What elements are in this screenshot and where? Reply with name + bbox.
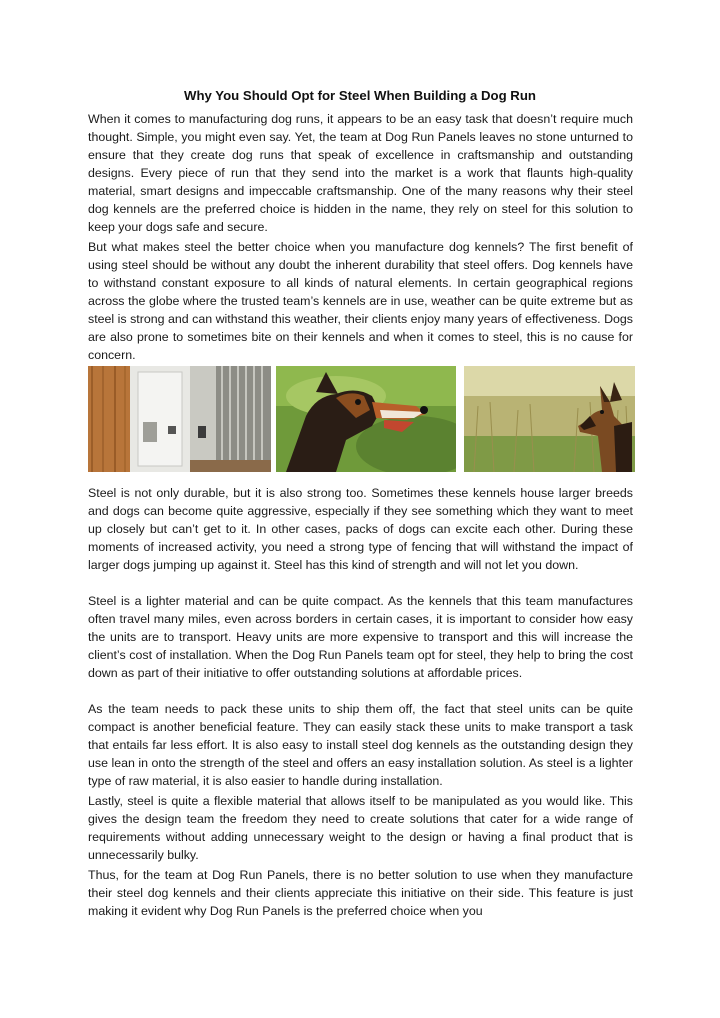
barking-dog-photo <box>276 366 456 472</box>
paragraph-compact: As the team needs to pack these units to ship them off, the fact that steel units can be quite compact is another beneficial feature. They can easily stack these units to make transport a task that entails far less effort. It is also easy to install steel dog kennels as the outstanding design they use lean in onto the strength of the steel and offers an easy installation solution. As steel is a lighter type of raw material, it is also easier to handle during installation. <box>88 702 633 788</box>
document-title: Why You Should Opt for Steel When Building a Dog Run <box>184 88 536 103</box>
paragraph-flexible: Lastly, steel is quite a flexible material that allows itself to be manipulated as you would like. This gives the design team the freedom they need to create solutions that cater for a wide range of requirements without adding unnecessary weight to the design or having a final product that is unnecessarily bulky. <box>88 794 633 862</box>
kennel-panel-photo <box>88 366 271 472</box>
paragraph-conclusion: Thus, for the team at Dog Run Panels, there is no better solution to use when they manufacture their steel dog kennels and their clients appreciate this initiative on their side. This feature is just making it evident why Dog Run Panels is the preferred choice when you <box>88 868 633 918</box>
paragraph-lightweight: Steel is a lighter material and can be quite compact. As the kennels that this team manufactures often travel many miles, even across borders in certain cases, it is important to consider how easy the units are to transport. Heavy units are more expensive to transport and this will increase the client’s cost of installation. When the Dog Run Panels team opt for steel, they help to bring the cost down as part of their initiative to offer outstanding solutions at affordable prices. <box>88 594 633 680</box>
paragraph-durability: But what makes steel the better choice when you manufacture dog kennels? The first benefit of using steel should be without any doubt the inherent durability that steel offers. Dog kennels have to withstand constant exposure to all kinds of natural elements. In certain geographical regions across the globe where the trusted team’s kennels are in use, weather can be quite extreme but as steel is strong and can withstand this weather, their clients enjoy many years of effectiveness. Dogs are also prone to sometimes bite on their kennels and when it comes to steel, this is no cause for concern. <box>88 240 633 362</box>
paragraph-intro: When it comes to manufacturing dog runs, it appears to be an easy task that doesn’t require much thought. Simple, you might even say. Yet, the team at Dog Run Panels leaves no stone unturned to ensure that they create dog runs that speak of excellence in craftsmanship and outstanding designs. Every piece of run that they send into the market is a work that flaunts high-quality material, smart designs and impeccable craftsmanship. One of the many reasons why their steel dog kennels are the preferred choice is hidden in the name, they rely on steel for this solution to keep your dogs safe and secure. <box>88 112 633 234</box>
image-strip <box>88 366 635 472</box>
shepherd-dog-photo <box>464 366 635 472</box>
paragraph-strength: Steel is not only durable, but it is also strong too. Sometimes these kennels house larger breeds and dogs can become quite aggressive, especially if they see something which they want to meet up closely but can’t get to it. In other cases, packs of dogs can excite each other. During these moments of increased activity, you need a strong type of fencing that will withstand the impact of larger dogs jumping up against it. Steel has this kind of strength and will not let you down. <box>88 486 633 572</box>
